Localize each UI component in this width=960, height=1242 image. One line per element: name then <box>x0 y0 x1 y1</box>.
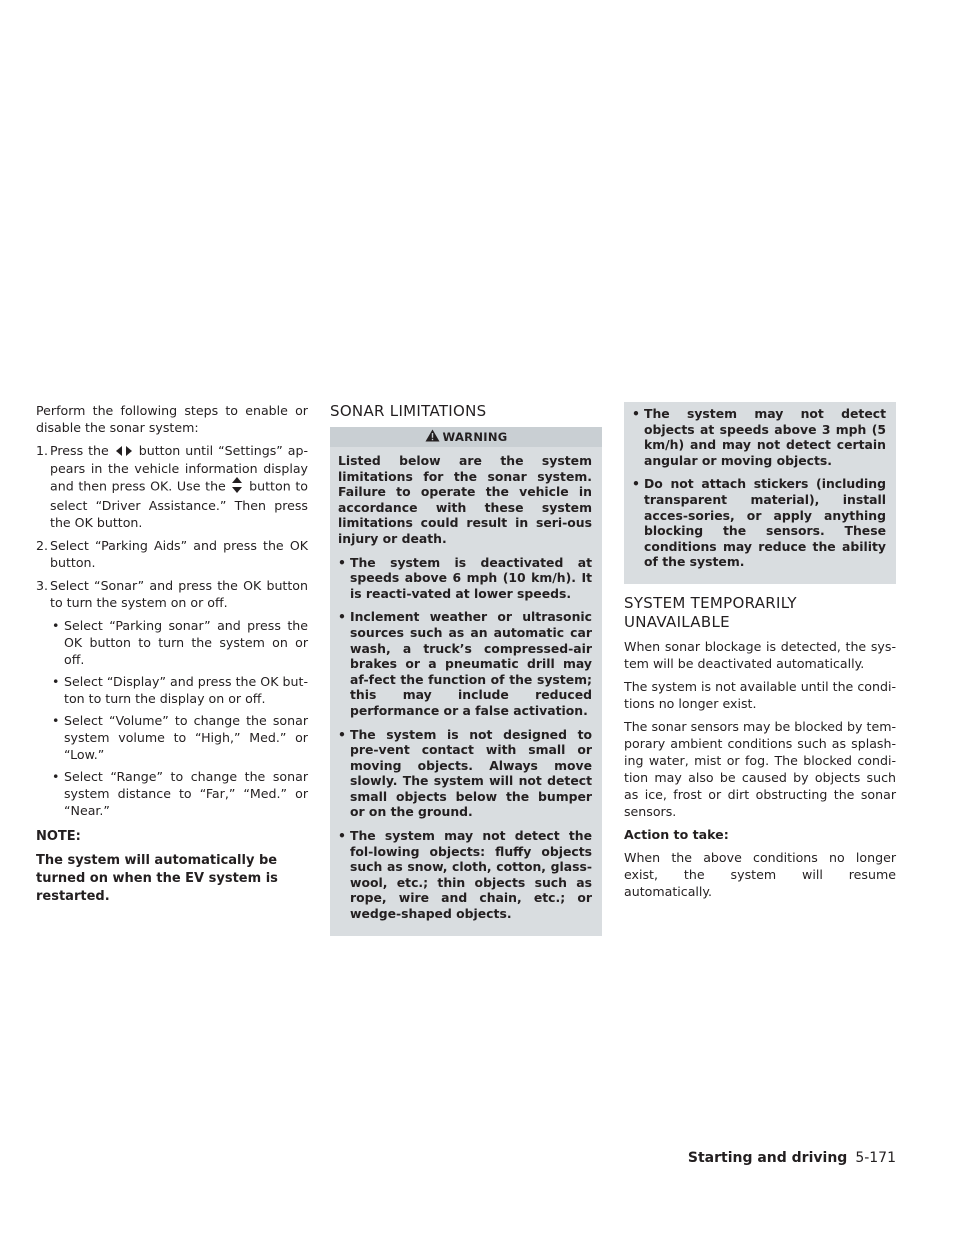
bullet: • <box>52 769 60 784</box>
warning-box-continued <box>624 402 896 584</box>
section-heading-system-unavailable: SYSTEM TEMPORARILY UNAVAILABLE <box>624 593 797 631</box>
warning-header <box>330 427 602 447</box>
bullet: • <box>338 828 346 844</box>
warning-label: WARNING <box>442 430 508 444</box>
step-1-text-b: button until “Settings” ap-pears in the vehicle information display and then press OK. Use the <box>50 443 308 494</box>
page-number: 5-171 <box>855 1150 896 1166</box>
step-1 <box>36 442 308 531</box>
bullet: • <box>52 674 60 689</box>
warning-box <box>330 427 602 936</box>
bullet: • <box>52 713 60 728</box>
step-number: 1. <box>36 443 49 458</box>
paragraph: When the above conditions no longer exist, the system will resume automatically. <box>624 849 896 899</box>
paragraph: When sonar blockage is detected, the sys-tem will be deactivated automatically. <box>624 638 896 671</box>
action-title: Action to take: <box>624 826 729 842</box>
step-number: 2. <box>36 538 49 553</box>
bullet: • <box>338 609 346 625</box>
warning-intro: Listed below are the system limitations for the sonar system. Failure to operate the vehicle in accordance with these system limitations could result in seri-ous injury or death. <box>338 453 592 546</box>
step-2-text: Select “Parking Aids” and press the OK button. <box>50 538 308 570</box>
bullet: • <box>338 726 346 742</box>
note-title: NOTE: <box>36 829 81 844</box>
warning-bullet: • Do not attach stickers (including transparent material), install acces-sories, or apply anything blocking the sensors. These conditions may reduce the ability of the system. <box>632 476 886 570</box>
step-2 <box>36 537 308 571</box>
up-down-arrows-icon <box>232 477 242 497</box>
bullet: • <box>632 406 640 421</box>
sub-item: • Select “Range” to change the sonar system distance to “Far,” “Med.” or “Near.” <box>52 769 308 818</box>
note-text: The system will automatically be turned on when the EV system is restarted. <box>36 853 278 904</box>
step-1-text-a: Press the <box>50 443 109 458</box>
sub-item: • Select “Display” and press the OK but-ton to turn the display on or off. <box>52 674 308 706</box>
column-middle <box>330 402 602 936</box>
section-heading-sonar-limitations: SONAR LIMITATIONS <box>330 402 487 420</box>
warning-bullet: • The system may not detect the fol-lowing objects: fluffy objects such as snow, cloth, cotton, glass-wool, etc.; thin objects such as rope, wire and chain, etc.; or wedge-shaped objects. <box>338 828 592 922</box>
column-left <box>36 402 308 906</box>
left-right-arrows-icon <box>116 443 132 460</box>
step-3 <box>36 577 308 611</box>
step-3-text: Select “Sonar” and press the OK button to turn the system on or off. <box>50 578 308 610</box>
warning-bullet: • The system may not detect objects at speeds above 3 mph (5 km/h) and may not detect certain angular or moving objects. <box>632 406 886 468</box>
column-right <box>624 402 896 906</box>
page-footer <box>688 1150 896 1166</box>
intro-text: Perform the following steps to enable or disable the sonar system: <box>36 403 308 435</box>
footer-section-title: Starting and driving <box>687 1150 848 1166</box>
paragraph: The system is not available until the condi-tions no longer exist. <box>624 678 896 711</box>
bullet: • <box>52 618 60 633</box>
sub-item: • Select “Parking sonar” and press the OK button to turn the system on or off. <box>52 618 308 667</box>
warning-bullet: • The system is not designed to pre-vent contact with small or moving objects. Always move slowly. The system will not detect small objects below the bumper or on the ground. <box>338 726 592 820</box>
bullet: • <box>338 554 346 570</box>
warning-bullet: • Inclement weather or ultrasonic sources such as an automatic car wash, a truck’s compressed-air brakes or a pneumatic drill may af-fect the function of the system; this may include reduced performance or a false activation. <box>338 609 592 718</box>
step-1-text-c: button to select “Driver Assistance.” Then press the OK button. <box>50 478 308 530</box>
sub-item: • Select “Volume” to change the sonar system volume to “High,” Med.” or “Low.” <box>52 713 308 762</box>
paragraph: The sonar sensors may be blocked by tem-porary ambient conditions such as splash-ing water, mist or fog. The blocked condi-tion may also be caused by objects such as ice, frost or dirt obstructing the sonar sensors. <box>624 718 896 819</box>
warning-triangle-icon <box>425 429 443 445</box>
step-number: 3. <box>36 578 49 593</box>
bullet: • <box>632 476 640 492</box>
warning-bullet: • The system is deactivated at speeds above 6 mph (10 km/h). It is reacti-vated at lower speeds. <box>338 554 592 601</box>
